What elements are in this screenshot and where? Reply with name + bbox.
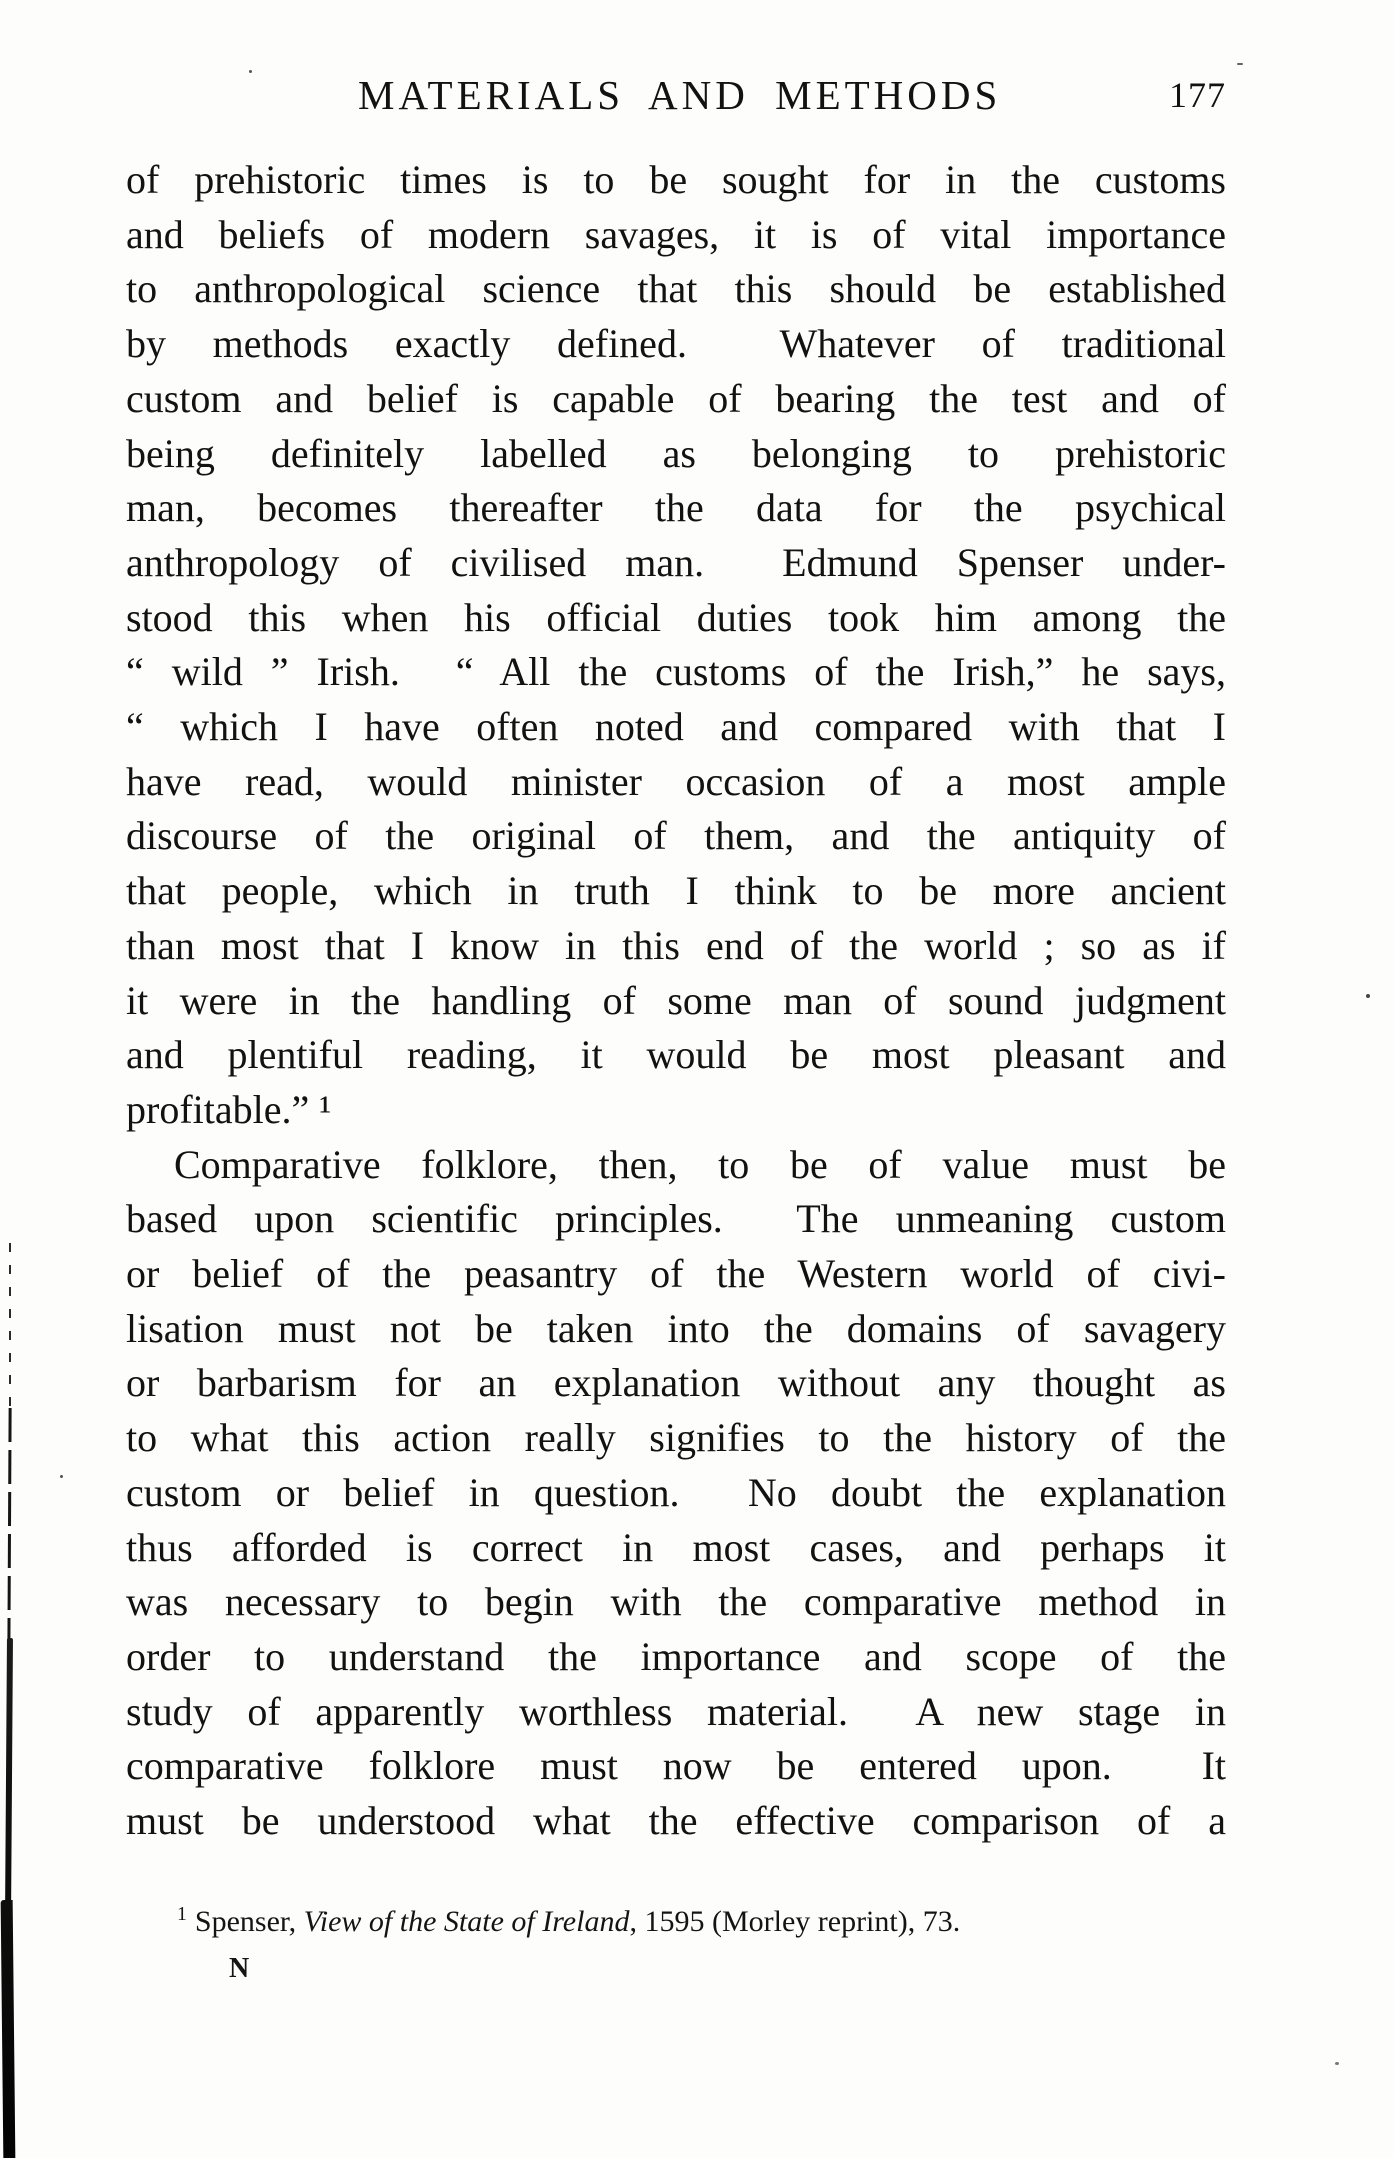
text-line: custom or belief in question. No doubt the explanation bbox=[126, 1469, 1226, 1515]
footnote-prefix: Spenser, bbox=[194, 1905, 304, 1938]
scan-artifact-left-edge-bottom bbox=[1, 1900, 16, 2158]
text-line: or barbarism for an explanation without any thought as bbox=[126, 1360, 1226, 1406]
footnote bbox=[177, 1903, 1237, 1939]
text-line: and beliefs of modern savages, it is of vital importance bbox=[126, 211, 1226, 257]
text-line: custom and belief is capable of bearing the test and of bbox=[126, 375, 1226, 421]
text-line: comparative folklore must now be entered upon. It bbox=[126, 1743, 1226, 1789]
text-line: and plentiful reading, it would be most pleasant and bbox=[126, 1032, 1226, 1078]
text-line: profitable.” ¹ bbox=[126, 1086, 332, 1132]
text-line: than most that I know in this end of the world ; so as if bbox=[126, 922, 1226, 968]
footnote-marker: 1 bbox=[177, 1903, 187, 1925]
text-line: order to understand the importance and scope of the bbox=[126, 1633, 1226, 1679]
scan-artifact-left-edge-dashes bbox=[9, 1243, 11, 1423]
page-number: 177 bbox=[1169, 75, 1226, 115]
body-text bbox=[126, 153, 1226, 1849]
text-line: Comparative folklore, then, to be of value must be bbox=[174, 1141, 1226, 1187]
text-line: must be understood what the effective comparison of a bbox=[126, 1798, 1226, 1844]
text-line: study of apparently worthless material. A new stage in bbox=[126, 1688, 1226, 1734]
text-line: that people, which in truth I think to be more ancient bbox=[126, 868, 1226, 914]
text-line: by methods exactly defined. Whatever of traditional bbox=[126, 321, 1226, 367]
scan-speck bbox=[1335, 2062, 1339, 2065]
text-line: of prehistoric times is to be sought for in the customs bbox=[126, 157, 1226, 202]
signature-mark: N bbox=[229, 1953, 251, 1984]
text-line: based upon scientific principles. The unmeaning custom bbox=[126, 1196, 1226, 1242]
text-line: “ wild ” Irish. “ All the customs of the Irish,” he says, bbox=[126, 649, 1226, 695]
page-title: MATERIALS AND METHODS bbox=[358, 72, 1002, 118]
scan-speck bbox=[60, 1475, 63, 1478]
footnote-work-title: View of the State of Ireland bbox=[303, 1905, 630, 1938]
scan-speck bbox=[1366, 994, 1370, 998]
text-line: man, becomes thereafter the data for the psychical bbox=[126, 485, 1226, 531]
text-line: to anthropological science that this should be established bbox=[126, 266, 1226, 312]
text-line: it were in the handling of some man of sound judgment bbox=[126, 977, 1226, 1023]
text-line: stood this when his official duties took him among the bbox=[126, 594, 1226, 640]
scan-speck bbox=[249, 70, 252, 73]
text-line: being definitely labelled as belonging to prehistoric bbox=[126, 430, 1226, 476]
text-line: was necessary to begin with the comparative method in bbox=[126, 1579, 1226, 1625]
text-line: anthropology of civilised man. Edmund Spenser under- bbox=[126, 539, 1226, 585]
scan-speck bbox=[1237, 63, 1243, 65]
footnote-suffix: , 1595 (Morley reprint), 73. bbox=[629, 1905, 961, 1938]
text-line: thus afforded is correct in most cases, and perhaps it bbox=[126, 1524, 1226, 1570]
text-line: “ which I have often noted and compared with that I bbox=[126, 704, 1226, 750]
scan-artifact-left-edge-thick bbox=[5, 1638, 13, 1918]
text-line: lisation must not be taken into the domains of savagery bbox=[126, 1305, 1226, 1351]
text-line: discourse of the original of them, and the antiquity of bbox=[126, 813, 1226, 859]
scan-artifact-left-edge-mid bbox=[7, 1408, 11, 1648]
text-line: or belief of the peasantry of the Western world of civi- bbox=[126, 1251, 1226, 1297]
text-line: to what this action really signifies to the history of the bbox=[126, 1415, 1226, 1461]
text-line: have read, would minister occasion of a most ample bbox=[126, 758, 1226, 804]
